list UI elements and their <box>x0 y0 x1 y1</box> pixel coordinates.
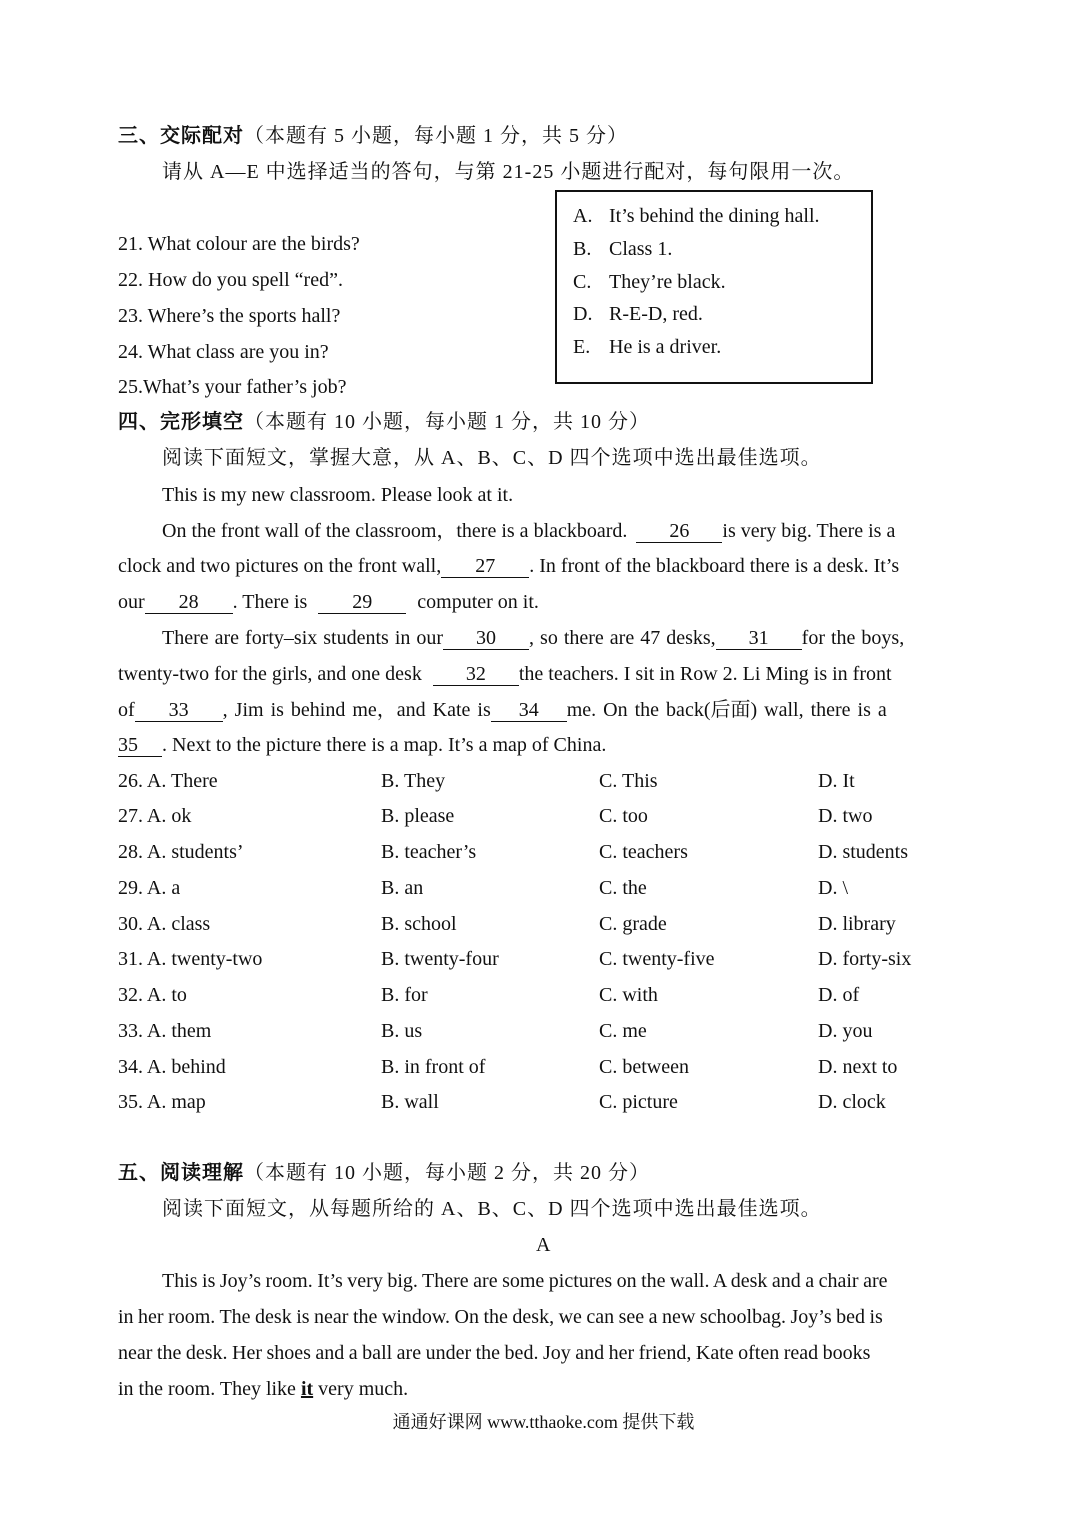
section4-title: 四、完形填空 <box>118 411 244 433</box>
blank-31: 31 <box>716 627 802 650</box>
option-35-b: B. wall <box>381 1091 439 1113</box>
footer-source: 通通好课网 www.tthaoke.com 提供下载 <box>392 1412 695 1432</box>
option-27-b: B. please <box>381 805 455 827</box>
option-28-b: B. teacher’s <box>381 841 477 863</box>
cloze-line-4: our 28 . There is 29 computer on it. <box>118 591 539 613</box>
option-28-c: C. teachers <box>599 841 688 863</box>
option-33-a: 33. A. them <box>118 1020 212 1042</box>
cloze-line-8: 35 . Next to the picture there is a map. It’s a map of China. <box>118 734 607 756</box>
option-32-a: 32. A. to <box>118 984 187 1006</box>
option-27-a: 27. A. ok <box>118 805 192 827</box>
option-26-a: 26. A. There <box>118 770 218 792</box>
underlined-it: it <box>300 1378 314 1400</box>
option-34-a: 34. A. behind <box>118 1056 226 1078</box>
section4-heading <box>118 410 650 434</box>
answer-e: E. He is a driver. <box>573 336 722 358</box>
cloze-line-3: clock and two pictures on the front wall, 27 . In front of the blackboard there is a desk. It’s <box>118 555 900 577</box>
option-26-d: D. It <box>818 770 855 792</box>
section3-instruction: 请从 A—E 中选择适当的答句，与第 21-25 小题进行配对，每句限用一次。 <box>162 161 855 183</box>
option-34-c: C. between <box>599 1056 689 1078</box>
answer-c: C. They’re black. <box>573 271 726 293</box>
option-35-a: 35. A. map <box>118 1091 206 1113</box>
option-29-c: C. the <box>599 877 647 899</box>
blank-35: 35 <box>118 734 162 757</box>
option-28-a: 28. A. students’ <box>118 841 244 863</box>
option-26-c: C. This <box>599 770 658 792</box>
question-25: 25.What’s your father’s job? <box>118 376 347 398</box>
option-31-c: C. twenty-five <box>599 948 715 970</box>
section4-score: （本题有 10 小题，每小题 1 分，共 10 分） <box>244 411 650 433</box>
blank-32: 32 <box>433 663 519 686</box>
option-32-b: B. for <box>381 984 428 1006</box>
section3-heading <box>118 124 628 148</box>
reading-line-2: in her room. The desk is near the window. On the desk, we can see a new schoolbag. Joy’s bed is <box>118 1306 883 1328</box>
blank-30: 30 <box>443 627 529 650</box>
question-21: 21. What colour are the birds? <box>118 233 360 255</box>
answer-box <box>555 190 873 384</box>
option-29-a: 29. A. a <box>118 877 181 899</box>
blank-33: 33 <box>135 699 223 722</box>
option-30-a: 30. A. class <box>118 913 211 935</box>
option-33-c: C. me <box>599 1020 647 1042</box>
reading-line-4: in the room. They like it very much. <box>118 1378 409 1400</box>
option-27-d: D. two <box>818 805 873 827</box>
option-33-d: D. you <box>818 1020 873 1042</box>
section4-instruction: 阅读下面短文，掌握大意，从 A、B、C、D 四个选项中选出最佳选项。 <box>162 447 822 469</box>
option-26-b: B. They <box>381 770 446 792</box>
option-28-d: D. students <box>818 841 908 863</box>
option-32-d: D. of <box>818 984 860 1006</box>
option-32-c: C. with <box>599 984 658 1006</box>
option-29-b: B. an <box>381 877 424 899</box>
option-27-c: C. too <box>599 805 648 827</box>
section3-title: 三、交际配对 <box>118 125 244 147</box>
blank-34: 34 <box>491 699 567 722</box>
option-34-b: B. in front of <box>381 1056 486 1078</box>
cloze-line-2: On the front wall of the classroom，there is a blackboard. 26 is very big. There is a <box>162 520 896 542</box>
blank-28: 28 <box>145 591 233 614</box>
question-23: 23. Where’s the sports hall? <box>118 305 341 327</box>
option-31-a: 31. A. twenty-two <box>118 948 263 970</box>
answer-a: A. It’s behind the dining hall. <box>573 205 820 227</box>
option-35-c: C. picture <box>599 1091 678 1113</box>
option-30-b: B. school <box>381 913 457 935</box>
section5-score: （本题有 10 小题，每小题 2 分，共 20 分） <box>244 1162 650 1184</box>
option-33-b: B. us <box>381 1020 423 1042</box>
section5-heading <box>118 1161 650 1185</box>
passage-label: A <box>536 1234 551 1256</box>
section5-instruction: 阅读下面短文，从每题所给的 A、B、C、D 四个选项中选出最佳选项。 <box>162 1198 822 1220</box>
option-30-d: D. library <box>818 913 896 935</box>
reading-line-1: This is Joy’s room. It’s very big. There are some pictures on the wall. A desk and a chair are <box>162 1270 888 1292</box>
answer-d: D. R-E-D, red. <box>573 303 703 325</box>
answer-b: B. Class 1. <box>573 238 673 260</box>
blank-26: 26 <box>636 520 722 543</box>
blank-27: 27 <box>441 555 529 578</box>
cloze-line-5: There are forty–six students in our 30 , so there are 47 desks, 31 for the boys, <box>162 627 905 649</box>
cloze-line-1: This is my new classroom. Please look at it. <box>162 484 514 506</box>
option-35-d: D. clock <box>818 1091 886 1113</box>
section5-title: 五、阅读理解 <box>118 1162 244 1184</box>
option-31-b: B. twenty-four <box>381 948 499 970</box>
option-31-d: D. forty-six <box>818 948 912 970</box>
cloze-line-6: twenty-two for the girls, and one desk 32 the teachers. I sit in Row 2. Li Ming is in front <box>118 663 892 685</box>
question-22: 22. How do you spell “red”. <box>118 269 343 291</box>
option-30-c: C. grade <box>599 913 667 935</box>
option-34-d: D. next to <box>818 1056 898 1078</box>
option-29-d: D. \ <box>818 877 848 899</box>
cloze-line-7: of 33 , Jim is behind me，and Kate is 34 me. On the back(后面) wall, there is a <box>118 699 887 721</box>
question-24: 24. What class are you in? <box>118 341 329 363</box>
section3-score: （本题有 5 小题，每小题 1 分，共 5 分） <box>244 125 628 147</box>
blank-29: 29 <box>318 591 406 614</box>
reading-line-3: near the desk. Her shoes and a ball are under the bed. Joy and her friend, Kate often read books <box>118 1342 871 1364</box>
